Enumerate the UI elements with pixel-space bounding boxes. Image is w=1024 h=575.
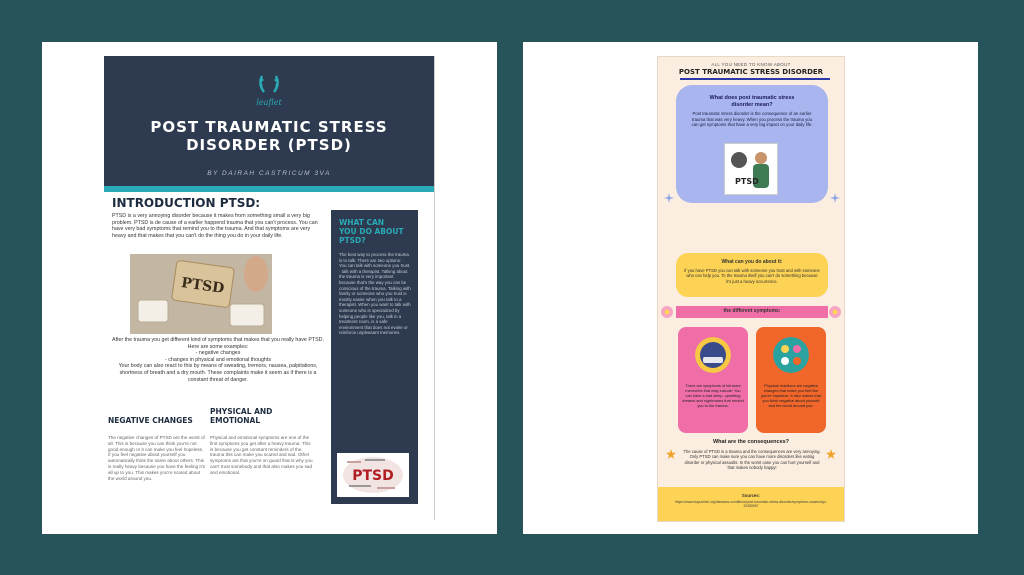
ptsd-infographic: [657, 56, 845, 522]
flower-icon: [828, 305, 842, 319]
symptom-left-text: There are symptoms of intrusive memories that may include: You can have a bad sleep, upsetting dreams and nightmares that remind you to the trauma.: [682, 383, 744, 408]
star-icon: [666, 449, 676, 459]
symptoms-heading: the different symptoms:: [723, 308, 781, 314]
teal-divider: [104, 186, 434, 192]
right-slide-panel: [523, 42, 978, 534]
poster-subtitle: ALL YOU NEED TO KNOW ABOUT: [711, 62, 791, 67]
intro-heading: INTRODUCTION PTSD:: [112, 196, 261, 210]
symptom-card-right: [756, 327, 826, 433]
left-slide-panel: [42, 42, 497, 534]
leaflet-byline: BY DAIRAH CASTRICUM 3VA: [207, 170, 331, 177]
logo-text: leaflet: [256, 98, 282, 107]
physical-emotional-paragraph: Physical and emotional symptoms are one of the first symptoms you get after a heavy trauma. This is because you get constant reminders of the trauma this can make you scared and sad. Other symptoms are that you're on guard that is why you can't trust somebody and that also makes you sad and emotional.: [210, 435, 313, 475]
word-cloud-image: [337, 453, 409, 497]
symptoms-text: After the trauma you get different kind of symptoms that makes that you really have PTSD. Here are some examples: - negative changes - changes in physical and emotional thoughts Your body can also react to this by means of sweating, tremors, nausea, palpitations, shortness of breath and a dry mouth. These complaints make it seem as if there is a constant threat of danger.: [112, 337, 324, 383]
ptsd-leaflet: [104, 56, 435, 520]
what-to-do-heading: What can you do about it:: [721, 259, 783, 265]
what-to-do-paragraph: If you have PTSD you can talk with someone you trust and with someone who can help you. To the trauma itself you can't do something because it's just a heavy occurrence.: [684, 268, 820, 284]
symptoms-paragraph: [112, 337, 324, 383]
sources-heading: Sources:: [742, 493, 760, 498]
star-icon: [826, 449, 836, 459]
leaflet-title: POST TRAUMATIC STRESS DISORDER (PTSD): [150, 118, 388, 154]
sources-link[interactable]: https://www.mayoclinic.org/diseases-conditions/post-traumatic-stress-disorder/symptoms-causes/syc-20355967: [674, 500, 828, 509]
flower-icon: [660, 305, 674, 319]
puzzle-image: [130, 254, 272, 334]
sparkle-icon: [830, 193, 840, 203]
title-underline: [680, 78, 830, 80]
sparkle-icon: [664, 193, 674, 203]
sidebar-paragraph: The best way to process the trauma is to talk. There are two options: · You can talk with someone you trust. · talk with a therapist. Talking about the trauma is very important because that's the way you can be conscious of the trauma. Talking with family or someone who you trust is mostly easier when you talk to a therapist. When you want to talk with someone who is specialized by helping people like you, talk in a treatment room, is a safe environment that does not evoke or reinforce unpleasant memories.: [339, 252, 411, 336]
consequences-heading: What are the consequences?: [712, 439, 790, 445]
meaning-paragraph: Post traumatic stress disorder is the consequence of an earlier trauma that was very heavy. When you process the trauma you can get symptoms that have a very big impact on your daily life.: [691, 111, 813, 128]
consequences-paragraph: The cause of PTSD is a trauma and the consequences are very annoying. Only PTSD can make sure you can have more disorders like eating disorder or physical assaults. In the worst case you can hurt yourself and that makes nobody happy!: [683, 449, 821, 471]
physical-emotional-heading: PHYSICAL AND EMOTIONAL: [210, 407, 273, 425]
sleepless-person-icon: [695, 337, 731, 373]
sidebar-box: [331, 210, 418, 504]
leaflet-header: [104, 56, 434, 186]
poster-title: POST TRAUMATIC STRESS DISORDER: [678, 68, 824, 76]
laurel-logo-icon: [256, 70, 282, 96]
illustration-label: PTSD: [735, 177, 759, 186]
sources-footer: [658, 487, 844, 521]
negative-changes-heading: NEGATIVE CHANGES: [108, 416, 193, 425]
wordcloud-word: PTSD: [352, 468, 394, 484]
symptoms-banner: [676, 306, 828, 318]
what-to-do-box: [676, 253, 828, 297]
meaning-heading: What does post traumatic stress disorder mean?: [709, 95, 795, 108]
meaning-box: [676, 85, 828, 203]
negative-changes-paragraph: The negative changes of PTSD are the worst of all. This is because you can think you're not good enough or it can make you feel hopeless. If you feel negative about yourself you automatically think the same about others. This is really heavy because you have the feeling it's all up to you. This makes you're scared about the world around you.: [108, 435, 205, 481]
intro-paragraph: PTSD is a very annoying disorder because it makes from something small a very big problem. PTSD is de cause of a earlier happend trauma that you can't process. You can have very bad symptoms that remind you to the trauma. And that symptoms are very heavy and that makes that you can't do the thing you do in your daily life.: [112, 213, 318, 239]
symptom-card-left: [678, 327, 748, 433]
symptom-right-text: Physical reactions are negative changes that make you feel like you're hopeless. It also makes that you think negative about yourself and the world around you.: [761, 383, 821, 408]
ptsd-illustration: [724, 143, 778, 195]
sidebar-heading: WHAT CAN YOU DO ABOUT PTSD?: [339, 218, 404, 245]
emotions-faces-icon: [773, 337, 809, 373]
puzzle-word: PTSD: [180, 275, 226, 297]
